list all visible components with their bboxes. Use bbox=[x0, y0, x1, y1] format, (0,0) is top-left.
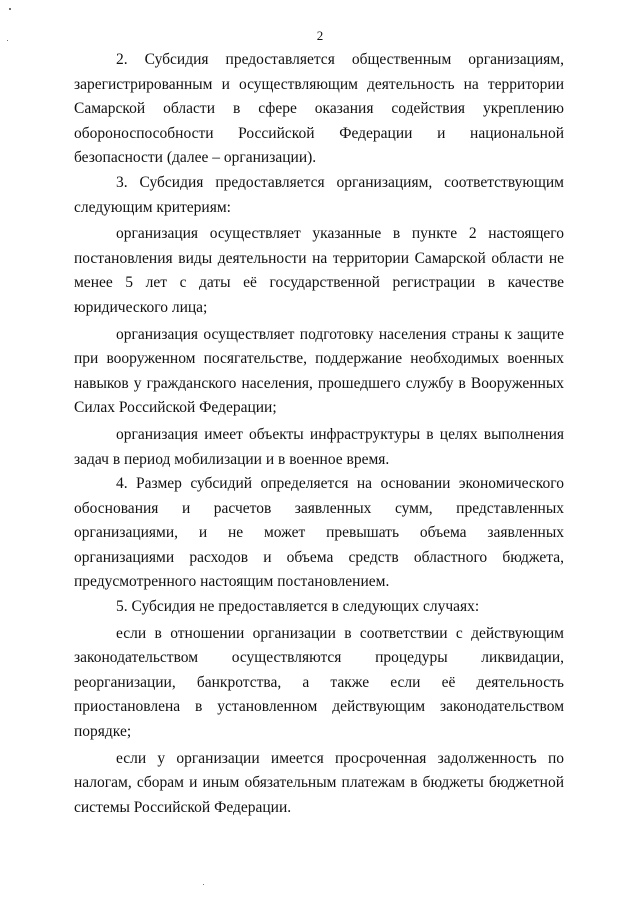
scan-speck bbox=[9, 8, 11, 10]
scan-speck bbox=[203, 884, 204, 885]
criterion-population-training: организация осуществляет подготовку населения страны к защите при вооруженном посягательстве, поддержание необходимых военных навыков у гражданского населения, прошедшего службу в Вооруженных Силах Российской Федерации; bbox=[74, 325, 564, 417]
paragraph-2-subsidy-recipients: 2. Субсидия предоставляется общественным организациям, зарегистрированным и осуществляющим деятельность на территории Самарской области в сфере оказания содействия укреплению обороноспособности Российской Федерации и национальной безопасности (далее – организации). bbox=[74, 51, 564, 167]
paragraph-4-subsidy-amount: 4. Размер субсидий определяется на основании экономического обоснования и расчетов заявленных сумм, представленных организациями, и не может превышать объема заявленных организациями расходов и объема средств областного бюджета, предусмотренного настоящим постановлением. bbox=[74, 475, 564, 591]
refusal-case-liquidation: если в отношении организации в соответствии с действующим законодательством осуществляются процедуры ликвидации, реорганизации, банкротства, а также если её деятельность приостановлена в установленном действующим законодательством порядке; bbox=[74, 624, 564, 741]
criterion-activity-duration: организация осуществляет указанные в пункте 2 настоящего постановления виды деятельности на территории Самарской области не менее 5 лет с даты её государственной регистрации в качестве юридического лица; bbox=[74, 225, 564, 316]
paragraph-5-refusal-cases: 5. Субсидия не предоставляется в следующих случаях: bbox=[116, 598, 480, 616]
document-body bbox=[74, 48, 564, 820]
refusal-case-tax-debt: если у организации имеется просроченная задолженность по налогам, сборам и иным обязательным платежам в бюджеты бюджетной системы Российской Федерации. bbox=[74, 749, 564, 816]
page-number: 2 bbox=[316, 28, 324, 43]
paragraph-3-criteria: 3. Субсидия предоставляется организациям, соответствующим следующим критериям: bbox=[74, 173, 564, 216]
criterion-infrastructure: организация имеет объекты инфраструктуры в целях выполнения задач в период мобилизации и в военное время. bbox=[74, 425, 564, 468]
